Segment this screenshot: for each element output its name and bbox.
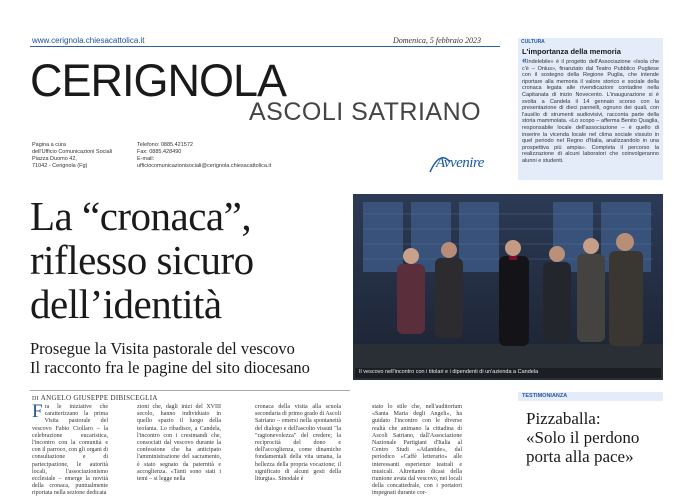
column-text: zioni che, dagli inizi del XVIII secolo, hanno individuato in quello spazio il luogo della teofania. Lo ribadisce, a Candela, l'incontro con i cresimandi che, consociati dal vescovo durante la confessione che ha anticipato l'amministrazione del sacramento, è stato segnato da paternità e accoglienza. «Tanti sono stati i temi – si legge nella [137,404,221,483]
subhead-line: Il racconto fra le pagine del sito diocesano [30,358,310,377]
subhead-line: Prosegue la Visita pastorale del vescovo [30,339,295,358]
office-info-line: Pagina a cura [32,142,66,148]
headline-line: dell’identità [30,281,222,327]
column-text: ra le iniziative che caratterizzano la prima Visita pastorale del vescovo Fabio Ciollaro – la celebrazione eucaristica, l'incontro con la comunità e con il parroco, con gli organi di consultazione e di partecipazione, le autorità locali, l'associazionismo ecclesiale – emerge la novità della cronaca, puntualmente riportata nella sezione dedicata [32,404,108,497]
article-dropcap: F [32,401,43,422]
sidebox-dropcap: « [522,55,528,65]
headline-line: La “cronaca”, [30,193,252,239]
contact-phone: Telefono: 0885.421572 [137,142,193,148]
avvenire-logo [426,154,496,172]
article-byline [32,394,158,402]
site-url[interactable]: www.cerignola.chiesacattolica.it [32,36,145,45]
sidebox-tag: CULTURA [521,39,545,45]
column-text: stato lo stile che, nell'auditorium «Santa Maria degli Angeli», ha guidato l'incontro con le diverse realtà che animano la cittadina di Ascoli Satriano, dall'Associazione Nazionale Partigiani d'Italia al Centro Studi «Atlantide», dal periodico «Caffè letterario» alle interessanti esperienze teatrali e musicali. Altrettanto dicasi della riunione avuta dal vescovo, nei locali della concattedrale, con i portatori impegnati durante cor- [372,404,462,497]
header-rule [30,46,500,47]
article-column-3 [255,404,341,483]
byline-name: ANGELO GIUSEPPE DIBISCEGLIA [40,394,158,402]
masthead-title: CERIGNOLA [30,55,287,106]
article-headline [30,194,350,326]
logo-text: Avvenire [436,155,484,171]
testimonianza-tag [518,392,663,401]
article-photo [353,194,663,380]
office-info [32,142,132,170]
masthead-subtitle: ASCOLI SATRIANO [249,98,482,126]
photo-scene [353,194,663,380]
article-column-2 [137,404,221,483]
headline-line: riflesso sicuro [30,237,254,283]
testimonianza-title-line: porta alla pace» [526,447,634,466]
column-text: cronaca della visita alla scuola secondaria di primo grado di Ascoli Satriano – emersi nella spontaneità del dialogo e dell'ascolto vissuti "la "ragionevolezza" del credere; la reciprocità del dono e dell'accoglienza, come dinamiche fondamentali della vita umana, la bellezza della propria vocazione; il significato di alcuni gesti della liturgia». Sinodale è [255,404,341,483]
byline-prefix: DI [32,396,39,402]
testimonianza-title[interactable] [526,409,666,466]
testimonianza-title-line: «Solo il perdono [526,428,640,447]
contact-fax: Fax: 0885.428490 [137,149,182,155]
office-info-line: dell'Ufficio Comunicazioni Sociali [32,149,113,155]
office-info-line: 71042 - Cerignola (Fg) [32,163,88,169]
sidebox-body [522,57,659,165]
culture-sidebox [518,38,663,180]
office-info-line: Piazza Duomo 42, [32,156,77,162]
contact-email-label: E-mail: [137,156,155,162]
testimonianza-title-line: Pizzaballa: [526,409,601,428]
issue-date: Domenica, 5 febbraio 2023 [393,36,481,45]
article-subhead [30,339,350,377]
sidebox-text: Indelebile» è il progetto dell'Associazione «Isola che c'è – Onlus», finanziato dal Teatro Pubblico Pugliese con il sostegno della Regione Puglia, che intende riportare alla memoria il valore storico e sociale della cronaca legata alle rivendicazioni contadine nella Capitanata di inizio Novecento. L'inaugurazione si è svolta a Candela il 14 gennaio scorso con la presentazione di dieci pannelli, ognuno dei quali, con l'ausilio di strumenti audiovisivi, racconta parte della storia mammolata. «Lo scopo – afferma Benito Quaglia, responsabile locale dell'associazione – è quello di inserire la vicenda locale nel clima sociale vissuto in quel periodo nel Regno d'Italia, analizzandolo in una prospettiva più ampia». Completa il percorso la realizzazione di alcuni laboratori che coinvolgeranno alunni e studenti. [522,59,659,164]
contact-info [137,142,312,170]
contact-email[interactable]: ufficiocomunicazionisociali@cerignola.chiesacattolica.it [137,163,272,169]
article-column-4 [372,404,462,498]
article-column-1 [32,401,108,498]
sidebox-title: L'importanza della memoria [522,47,621,56]
testimonianza-tag-label: TESTIMONIANZA [522,393,568,399]
photo-caption: Il vescovo nell'incontro con i titolari e i dipendenti di un'azienda a Candela [359,369,539,375]
byline-rule [30,390,350,391]
